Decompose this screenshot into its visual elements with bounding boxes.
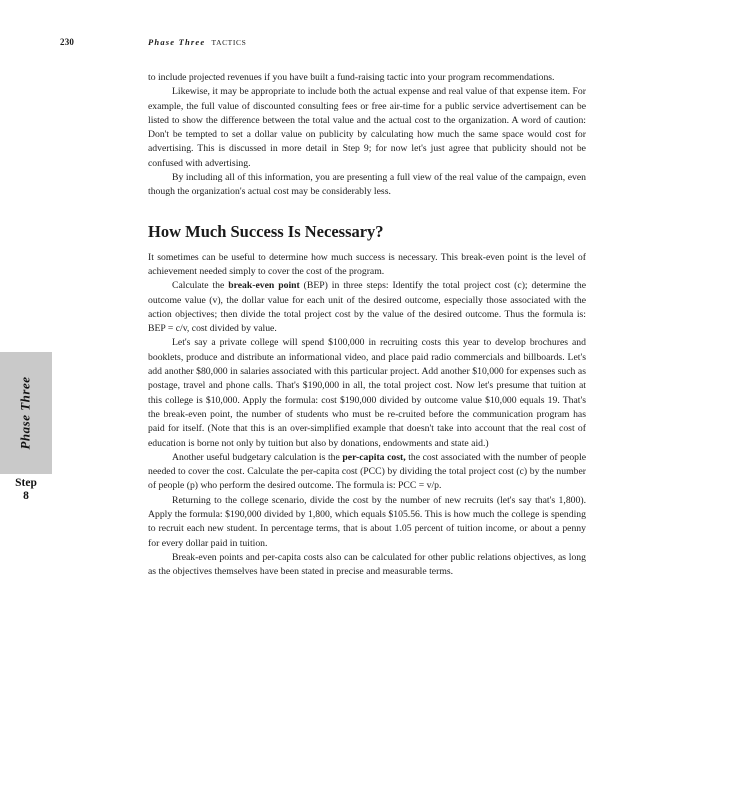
paragraph: Returning to the college scenario, divide the cost by the number of new recruits (let's say that's 1,800). Apply the formula: $190,000 divided by 1,800, which equals $105.56. This is how much the college is spending to recruit each new student. In percentage terms, that is about 1.05 percent of tuition income, or about a penny for every dollar paid in tuition.: [148, 494, 586, 549]
paragraph: By including all of this information, you are presenting a full view of the real value of the campaign, even though the organization's actual cost may be considerably less.: [148, 172, 586, 198]
running-head: [148, 37, 246, 47]
paragraph: [148, 451, 586, 494]
paragraph-text: Calculate the: [172, 280, 229, 292]
section-heading: How Much Success Is Necessary?: [148, 221, 384, 241]
term-break-even-point: break-even point: [228, 280, 300, 292]
term-per-capita-cost: per-capita cost,: [342, 451, 406, 463]
paragraph: Break-even points and per-capita costs also can be calculated for other public relations objectives, as long as the objectives themselves have been stated in precise and measurable terms.: [148, 551, 586, 578]
paragraph: [148, 279, 586, 336]
paragraph: to include projected revenues if you have built a fund-raising tactic into your program recommendations.: [148, 72, 555, 83]
step-label: [0, 477, 52, 503]
side-tab-label: Phase Three: [18, 376, 33, 450]
paragraph: It sometimes can be useful to determine how much success is necessary. This break-even point is the level of achievement needed simply to cover the cost of the program.: [148, 251, 586, 277]
paragraph-text: the cost associated with the number of people needed to cover the cost. Calculate the per-capita cost (PCC) by dividing the total project cost (c) by the number of people (p) who perform the desired outcome. The formula is: PCC = v/p.: [148, 451, 586, 492]
paragraph: Let's say a private college will spend $100,000 in recruiting costs this year to develop brochures and booklets, produce and distribute an informational video, and place paid radio commercials and billboards. Let's add another $80,000 in salaries associated with this particular project. Add another $10,000 for expenses such as postage, travel and phone calls. That's $190,000 in all, the total project cost. Now let's presume that tuition at this college is $10,000. Apply the formula: cost $190,000 divided by outcome value $10,000 equals 19. That's the break-even point, the number of students who must be re-cruited before the communication program has paid for itself. (Note that this is an over-simplified example that doesn't take into account that the real cost of education is borne not only by tuition but also by donations, endowments and state aid.): [148, 337, 586, 449]
step-word: Step: [15, 477, 37, 489]
paragraph-text: (BEP) in three steps: Identify the total project cost (c); determine the outcome value (v), the dollar value for each unit of the desired outcome, especially those associated with the action objectives; then divide the total project cost by the value of the desired outcome. Thus the formula is: BEP = c/v, cost divided by value.: [148, 280, 586, 335]
running-head-section: TACTICS: [211, 38, 247, 47]
page-number: 230: [60, 37, 75, 47]
body-text: [148, 71, 586, 580]
paragraph-text: Another useful budgetary calculation is the: [172, 451, 343, 463]
side-tab: [0, 352, 52, 474]
running-head-phase: Phase Three: [148, 37, 206, 47]
step-number: 8: [23, 490, 29, 502]
paragraph: Likewise, it may be appropriate to include both the actual expense and real value of that expense item. For example, the full value of discounted consulting fees or free air-time for a public service advertisement can be listed to show the difference between the total value and the actual cost to the organization. A word of caution: Don't be tempted to set a dollar value on publicity by calculating how much the same space would cost for advertising. This is discussed in more detail in Step 9; for now let's just agree that publicity should not be confused with advertising.: [148, 86, 586, 169]
